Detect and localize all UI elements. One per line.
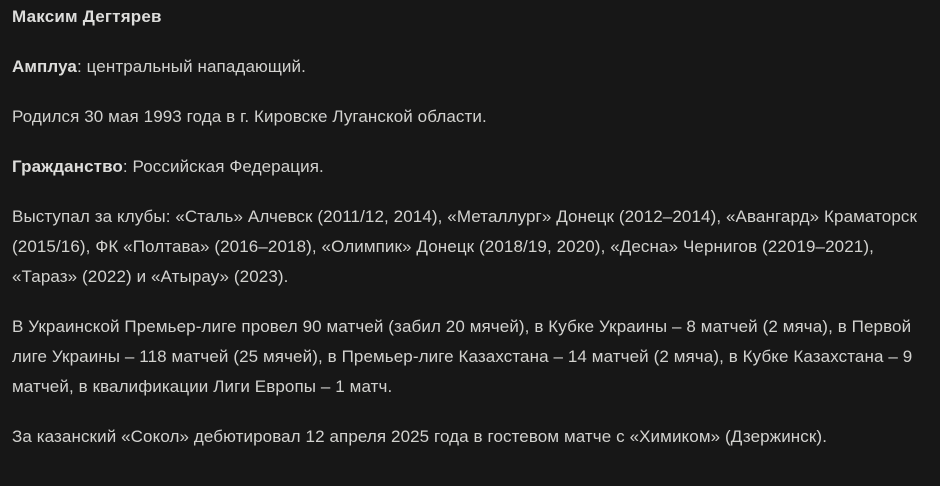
paragraph-text: : Российская Федерация.	[122, 157, 324, 176]
paragraph-text: Родился 30 мая 1993 года в г. Кировске Луганской области.	[12, 107, 487, 126]
paragraph-debut	[12, 422, 924, 452]
paragraph-label: Гражданство	[12, 157, 123, 176]
paragraph-birth	[12, 102, 924, 132]
paragraph-position	[12, 52, 924, 82]
paragraph-text: За казанский «Сокол» дебютировал 12 апреля 2025 года в гостевом матче с «Химиком» (Дзержинск).	[12, 427, 828, 446]
paragraph-text: Выступал за клубы: «Сталь» Алчевск (2011/12, 2014), «Металлург» Донецк (2012–2014), «Авангард» Краматорск (2015/16), ФК «Полтава» (2016–2018), «Олимпик» Донецк (2018/19, 2020), «Десна» Чернигов (22019–2021), «Тараз» (2022) и «Атырау» (2023).	[12, 207, 918, 286]
paragraph-text: : центральный нападающий.	[76, 57, 306, 76]
paragraph-stats	[12, 312, 924, 402]
paragraph-text: В Украинской Премьер-лиге провел 90 матчей (забил 20 мячей), в Кубке Украины – 8 матчей (2 мяча), в Первой лиге Украины – 118 матчей (25 мячей), в Премьер-лиге Казахстана – 14 матчей (2 мяча), в Кубке Казахстана – 9 матчей, в квалификации Лиги Европы – 1 матч.	[12, 317, 913, 396]
paragraph-label: Амплуа	[12, 57, 77, 76]
paragraph-citizenship	[12, 152, 924, 182]
page-title: Максим Дегтярев	[12, 7, 162, 26]
paragraph-clubs	[12, 202, 924, 292]
